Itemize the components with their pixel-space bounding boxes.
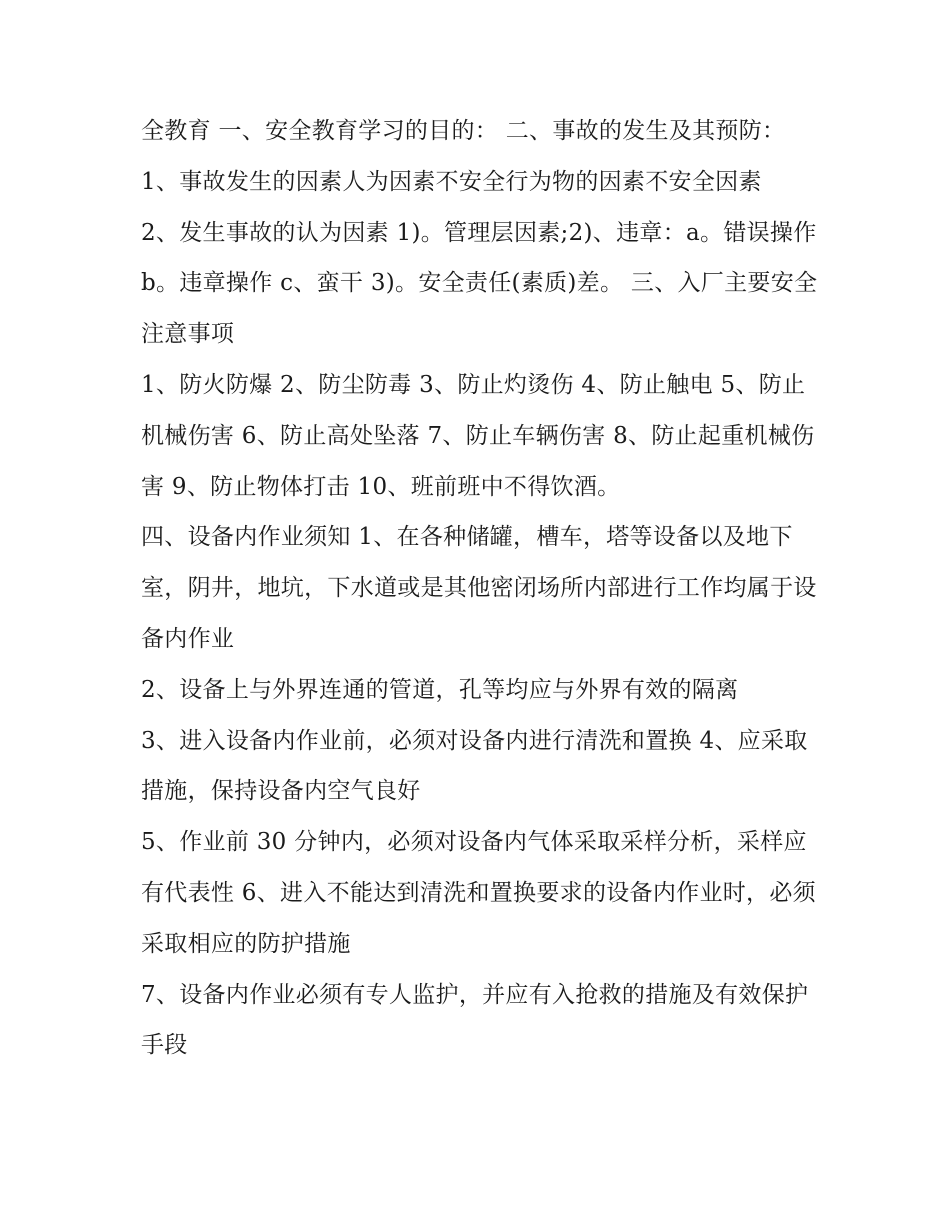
paragraph-intro: 全教育 一、安全教育学习的目的： 二、事故的发生及其预防： xyxy=(141,118,786,144)
document-body xyxy=(141,106,821,1071)
paragraph-confined-space-notice: 四、设备内作业须知 1、在各种储罐，槽车，塔等设备以及地下室，阴井，地坑，下水道或是其他密闭场所内部进行工作均属于设备内作业 xyxy=(141,524,817,652)
paragraph-supervision: 7、设备内作业必须有专人监护，并应有入抢救的措施及有效保护手段 xyxy=(141,981,809,1059)
paragraph-accident-factors: 1、事故发生的因素人为因素不安全行为物的因素不安全因素 xyxy=(141,168,762,195)
paragraph-cleaning-ventilation: 3、进入设备内作业前，必须对设备内进行清洗和置换 4、应采取措施，保持设备内空气良好 xyxy=(141,727,808,805)
paragraph-human-factors: 2、发生事故的认为因素 1)。管理层因素;2)、违章：a。错误操作 b。违章操作 c、蛮干 3)。安全责任(素质)差。 三、入厂主要安全注意事项 xyxy=(141,219,818,348)
paragraph-safety-precautions: 1、防火防爆 2、防尘防毒 3、防止灼烫伤 4、防止触电 5、防止机械伤害 6、防止高处坠落 7、防止车辆伤害 8、防止起重机械伤害 9、防止物体打击 10、班前班中不得饮酒。 xyxy=(141,371,815,500)
paragraph-isolation: 2、设备上与外界连通的管道，孔等均应与外界有效的隔离 xyxy=(141,676,739,703)
paragraph-gas-sampling: 5、作业前 30 分钟内，必须对设备内气体采取采样分析，采样应有代表性 6、进入不能达到清洗和置换要求的设备内作业时，必须采取相应的防护措施 xyxy=(141,829,816,957)
